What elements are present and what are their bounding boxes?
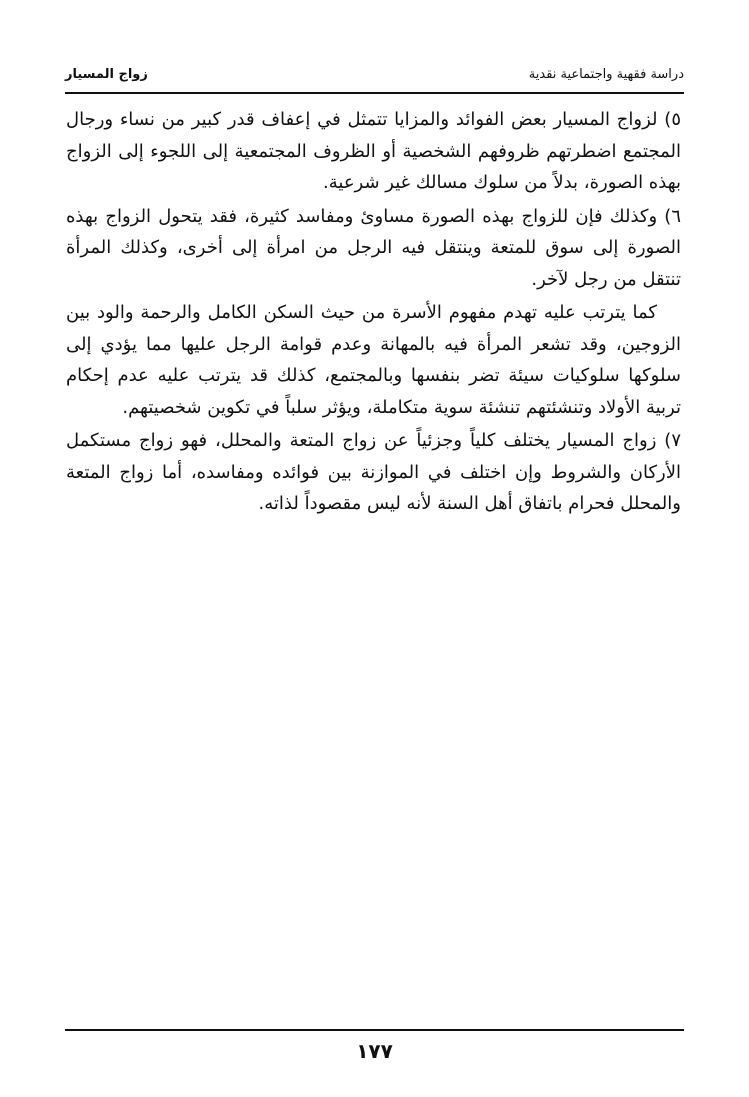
header-divider (65, 92, 684, 94)
paragraph-point-5: ٥) لزواج المسيار بعض الفوائد والمزايا تتمثل في إعفاف قدر كبير من نساء ورجال المجتمع اضطرتهم ظروفهم الشخصية أو الظروف المجتمعية إلى اللجوء إلى الزواج بهذه الصورة، بدلاً من سلوك مسالك غير شرعية. (66, 109, 681, 193)
header-subtitle: دراسة فقهية واجتماعية نقدية (528, 67, 684, 82)
footer-divider (65, 1029, 684, 1031)
header-book-title: زواج المسيار (65, 67, 148, 82)
paragraph-point-6: ٦) وكذلك فإن للزواج بهذه الصورة مساوئ ومفاسد كثيرة، فقد يتحول الزواج بهذه الصورة إلى سوق للمتعة وينتقل فيه الرجل من امرأة إلى أخرى، وكذلك المرأة تنتقل من رجل لآخر. (66, 205, 681, 290)
page-number: ١٧٧ (356, 1039, 393, 1063)
body-text (66, 104, 681, 522)
paragraph-continuation: كما يترتب عليه تهدم مفهوم الأسرة من حيث السكن الكامل والرحمة والود بين الزوجين، وقد تشعر المرأة فيه بالمهانة وعدم قوامة الرجل عليها مما يؤدي إلى سلوكها سلوكيات سيئة تضر بنفسها وبالمجتمع، كذلك قد يترتب عليه عدم إحكام تربية الأولاد وتنشئتهم تنشئة سوية متكاملة، ويؤثر سلباً في تكوين شخصيتهم. (66, 302, 681, 418)
paragraph-point-7: ٧) زواج المسيار يختلف كلياً وجزئياً عن زواج المتعة والمحلل، فهو زواج مستكمل الأركان والشروط وإن اختلف في الموازنة بين فوائده ومفاسده، أما زواج المتعة والمحلل فحرام باتفاق أهل السنة لأنه ليس مقصوداً لذاته. (66, 430, 681, 514)
running-header (65, 66, 684, 88)
